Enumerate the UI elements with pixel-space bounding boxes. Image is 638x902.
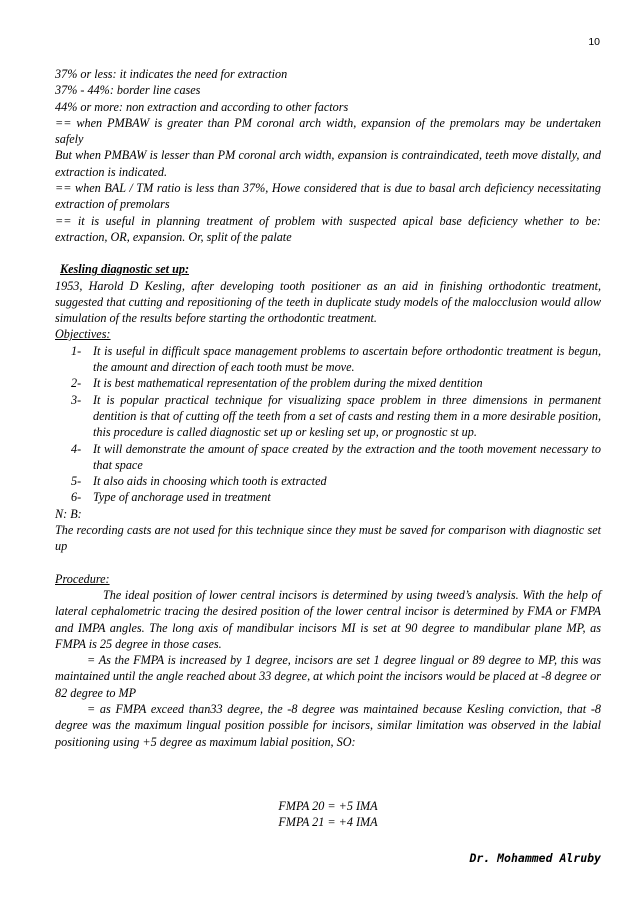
intro-line: 44% or more: non extraction and according to other factors — [55, 99, 349, 114]
document-body — [55, 66, 601, 830]
list-item — [55, 441, 601, 474]
list-item — [55, 392, 601, 441]
item-text: It is best mathematical representation of the problem during the mixed dentition — [93, 376, 483, 391]
procedure-paragraph: The ideal position of lower central incisors is determined by using tweed’s analysis. With the help of lateral cephalometric tracing the desired position of the lower central incisor is determined by FMA or FMPA and IMPA angles. The long axis of mandibular incisors MI is set at 90 degree to mandibular plane MP, as FMPA is 25 degree in those cases. — [55, 587, 601, 651]
item-text: It is useful in difficult space management problems to ascertain before orthodontic treatment is begun, the amount and direction of each tooth must be move. — [93, 343, 601, 375]
item-number: 2- — [71, 376, 82, 391]
item-text: It is popular practical technique for visualizing space problem in three dimensions in permanent dentition is that of cutting off the teeth from a set of casts and resting them in a more desirable position, this procedure is called diagnostic set up or kesling set up, or prognostic st up. — [93, 392, 601, 440]
list-item — [55, 375, 601, 391]
objectives-heading: Objectives: — [55, 327, 111, 342]
intro-line: == when BAL / TM ratio is less than 37%, Howe considered that is due to basal arch deficiency necessitating extraction of premolars — [55, 181, 601, 212]
nb-text: The recording casts are not used for this technique since they must be saved for comparison with diagnostic set up — [55, 523, 601, 554]
item-text: Type of anchorage used in treatment — [93, 490, 271, 505]
procedure-paragraph: = as FMPA exceed than33 degree, the -8 degree was maintained because Kesling conviction, that -8 degree was the maximum lingual position possible for incisors, similar limitation was observed in the labial positioning using +5 degree as maximum labial position, SO: — [55, 701, 601, 749]
formula-line: FMPA 21 = +4 IMA — [278, 815, 378, 830]
formula-line: FMPA 20 = +5 IMA — [278, 798, 378, 813]
item-text: It will demonstrate the amount of space created by the extraction and the tooth movement necessary to that space — [93, 441, 601, 472]
procedure-paragraph: = As the FMPA is increased by 1 degree, incisors are set 1 degree lingual or 89 degree to MP, this was maintained until the angle reached about 33 degree, at which point the incisors would be placed at -8 degree or 82 degree to MP — [55, 653, 601, 700]
list-item — [55, 343, 601, 376]
item-number: 6- — [71, 490, 82, 505]
intro-line: 37% or less: it indicates the need for extraction — [55, 67, 288, 81]
list-item — [55, 489, 601, 505]
intro-line: But when PMBAW is lesser than PM coronal arch width, expansion is contraindicated, teeth move distally, and extraction is indicated. — [55, 148, 601, 179]
kesling-intro: 1953, Harold D Kesling, after developing tooth positioner as an aid in finishing orthodontic treatment, suggested that cutting and repositioning of the teeth in duplicate study models of the malocclusion would allow simulation of the results before starting the orthodontic treatment. — [55, 278, 601, 326]
item-number: 1- — [71, 343, 82, 358]
intro-line: == when PMBAW is greater than PM coronal arch width, expansion of the premolars may be undertaken safely — [55, 115, 601, 147]
section-heading-kesling: Kesling diagnostic set up: — [60, 262, 189, 277]
page-number: 10 — [588, 36, 600, 48]
objectives-list — [55, 343, 601, 506]
item-number: 3- — [71, 392, 82, 407]
intro-line: == it is useful in planning treatment of problem with suspected apical base deficiency whether to be: extraction, OR, expansion. Or, split of the palate — [55, 213, 601, 244]
procedure-heading: Procedure: — [55, 571, 110, 586]
item-text: It also aids in choosing which tooth is extracted — [93, 474, 327, 489]
item-number: 4- — [71, 441, 82, 456]
footer-author: Dr. Mohammed Alruby — [469, 851, 601, 865]
item-number: 5- — [71, 474, 82, 489]
nb-heading: N: B: — [55, 506, 82, 521]
list-item — [55, 473, 601, 489]
intro-line: 37% - 44%: border line cases — [55, 83, 201, 98]
